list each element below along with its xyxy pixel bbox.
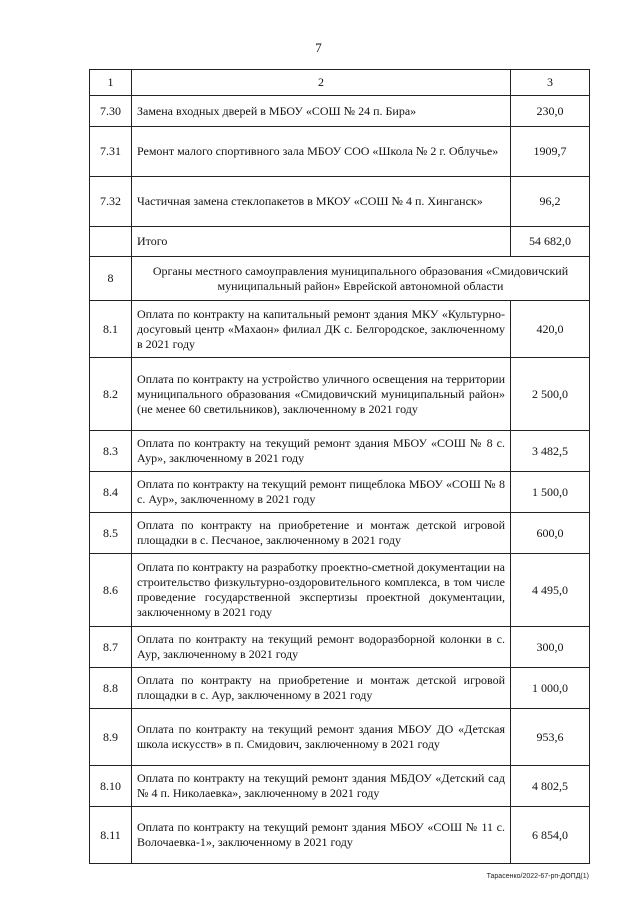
row-amount: 2 500,0: [511, 358, 590, 431]
row-description: Оплата по контракту на разработку проектно-сметной документации на строительство физкультурно-оздоровительного комплекса, в том числе проведение государственной экспертизы проектной документации, заключенному в 2021 году: [132, 554, 511, 627]
section-title: Органы местного самоуправления муниципального образования «Смидовичский муниципальный район» Еврейской автономной области: [132, 257, 590, 301]
row-number: 7.31: [90, 127, 132, 177]
row-description: Оплата по контракту на текущий ремонт здания МБОУ «СОШ № 11 с. Волочаевка-1», заключенному в 2021 году: [132, 807, 511, 864]
table-row: [90, 177, 590, 227]
row-number: 8.7: [90, 627, 132, 668]
section-number: 8: [90, 257, 132, 301]
section-row: [90, 257, 590, 301]
row-number: 8.1: [90, 301, 132, 358]
header-col-1: 1: [90, 70, 132, 96]
row-amount: 96,2: [511, 177, 590, 227]
table-header-row: [90, 70, 590, 96]
row-number: 8.8: [90, 668, 132, 709]
row-amount: 3 482,5: [511, 431, 590, 472]
row-amount: 600,0: [511, 513, 590, 554]
row-amount: 230,0: [511, 96, 590, 127]
header-col-2: 2: [132, 70, 511, 96]
table-row: [90, 668, 590, 709]
row-number: 8.9: [90, 709, 132, 766]
row-description: Оплата по контракту на приобретение и монтаж детской игровой площадки в с. Песчаное, заключенному в 2021 году: [132, 513, 511, 554]
row-description: Оплата по контракту на текущий ремонт здания МБОУ «СОШ № 8 с. Аур», заключенному в 2021 году: [132, 431, 511, 472]
row-number: 8.10: [90, 766, 132, 807]
total-amount: 54 682,0: [511, 227, 590, 257]
table-row: [90, 513, 590, 554]
row-number: [90, 227, 132, 257]
document-footer: Тарасенко/2022-67-рп-ДОПД(1): [486, 873, 589, 880]
row-amount: 420,0: [511, 301, 590, 358]
row-amount: 953,6: [511, 709, 590, 766]
table-row: [90, 709, 590, 766]
row-number: 8.5: [90, 513, 132, 554]
table-row: [90, 358, 590, 431]
table-row: [90, 96, 590, 127]
row-amount: 1909,7: [511, 127, 590, 177]
row-amount: 4 802,5: [511, 766, 590, 807]
table-row: [90, 301, 590, 358]
row-number: 8.2: [90, 358, 132, 431]
row-description: Оплата по контракту на текущий ремонт здания МБДОУ «Детский сад № 4 п. Николаевка», заключенному в 2021 году: [132, 766, 511, 807]
row-description: Оплата по контракту на текущий ремонт пищеблока МБОУ «СОШ № 8 с. Аур», заключенному в 2021 году: [132, 472, 511, 513]
row-number: 7.32: [90, 177, 132, 227]
row-number: 8.4: [90, 472, 132, 513]
row-number: 8.3: [90, 431, 132, 472]
row-description: Оплата по контракту на текущий ремонт водоразборной колонки в с. Аур, заключенному в 2021 году: [132, 627, 511, 668]
table-row: [90, 127, 590, 177]
row-description: Оплата по контракту на текущий ремонт здания МБОУ ДО «Детская школа искусств» в п. Смидович, заключенному в 2021 году: [132, 709, 511, 766]
header-col-3: 3: [511, 70, 590, 96]
row-number: 7.30: [90, 96, 132, 127]
page-number: 7: [315, 40, 322, 55]
row-amount: 1 000,0: [511, 668, 590, 709]
table-row: [90, 472, 590, 513]
row-description: Оплата по контракту на приобретение и монтаж детской игровой площадки в с. Аур, заключенному в 2021 году: [132, 668, 511, 709]
row-description: Замена входных дверей в МБОУ «СОШ № 24 п. Бира»: [132, 96, 511, 127]
row-amount: 6 854,0: [511, 807, 590, 864]
table-row: [90, 554, 590, 627]
row-amount: 4 495,0: [511, 554, 590, 627]
budget-table: [89, 69, 590, 864]
table-row: [90, 627, 590, 668]
total-row: [90, 227, 590, 257]
row-description: Частичная замена стеклопакетов в МКОУ «СОШ № 4 п. Хинганск»: [132, 177, 511, 227]
row-number: 8.6: [90, 554, 132, 627]
row-description: Оплата по контракту на устройство уличного освещения на территории муниципального образования «Смидовичский муниципальный район» (не менее 60 светильников), заключенному в 2021 году: [132, 358, 511, 431]
row-amount: 300,0: [511, 627, 590, 668]
total-label: Итого: [132, 227, 511, 257]
row-description: Ремонт малого спортивного зала МБОУ СОО «Школа № 2 г. Облучье»: [132, 127, 511, 177]
table-row: [90, 766, 590, 807]
table-row: [90, 431, 590, 472]
row-number: 8.11: [90, 807, 132, 864]
row-amount: 1 500,0: [511, 472, 590, 513]
row-description: Оплата по контракту на капитальный ремонт здания МКУ «Культурно-досуговый центр «Махаон» филиал ДК с. Белгородское, заключенному в 2021 году: [132, 301, 511, 358]
table-row: [90, 807, 590, 864]
